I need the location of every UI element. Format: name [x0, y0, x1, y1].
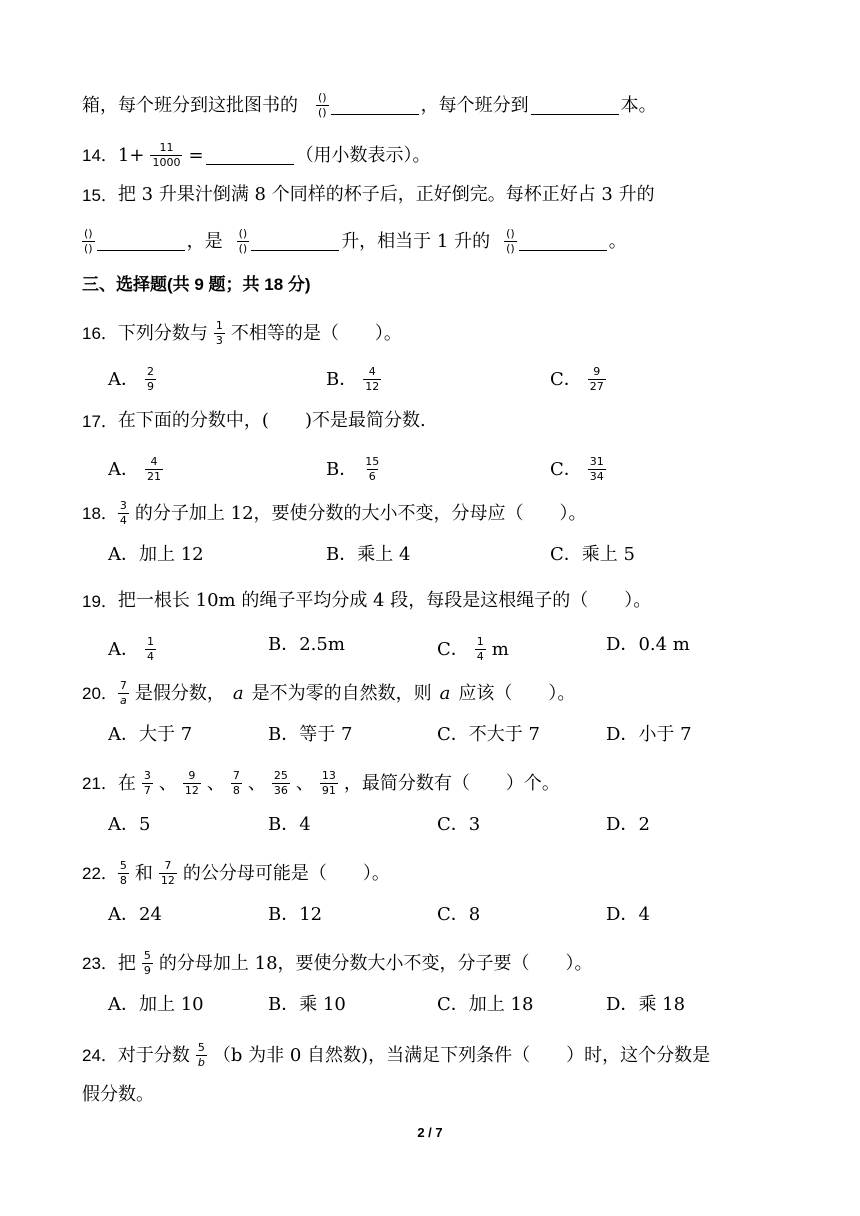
question-21: [82, 770, 560, 797]
equals-sign: =: [188, 144, 204, 166]
q24-text-1: 对于分数: [117, 1044, 190, 1066]
fraction: $\frac{13}{91}$: [321, 769, 336, 798]
question-19: [82, 592, 651, 610]
option-label: D．: [606, 904, 639, 925]
option-label: B．: [326, 458, 358, 480]
option-a[interactable]: [108, 456, 169, 483]
question-number: 18．: [82, 504, 118, 524]
option-label: B．: [326, 544, 358, 565]
option-text: 加上 12: [139, 544, 204, 565]
question-number: 24．: [82, 1046, 118, 1066]
fraction: $\frac{1}{4}$: [476, 635, 484, 664]
fraction: $\frac{1}{3}$: [215, 319, 223, 348]
q15-text-2: ，是: [186, 230, 223, 252]
option-c[interactable]: [437, 816, 480, 834]
q22-text-2: 的公分母可能是（ ）。: [182, 862, 390, 884]
fraction: $\frac{9}{27}$: [589, 365, 604, 394]
option-label: C．: [437, 638, 469, 660]
option-text: 4: [299, 814, 311, 835]
option-label: A．: [108, 458, 139, 480]
option-label: B．: [326, 368, 358, 390]
q16-text-2: 不相等的是（ ）。: [230, 322, 402, 344]
option-b[interactable]: [268, 636, 345, 654]
blank-fraction: $\frac{()}{()}$: [318, 91, 327, 120]
option-label: C．: [550, 544, 582, 565]
option-a[interactable]: [108, 546, 204, 564]
option-text: 24: [139, 904, 162, 925]
q24-text-3: 假分数。: [82, 1084, 154, 1105]
fraction: $\frac{3}{4}$: [119, 499, 127, 528]
option-text: 小于 7: [638, 724, 692, 745]
q13-text-1: 箱，每个班分到这批图书的: [82, 94, 298, 116]
q20-text-3: 应该（ ）。: [458, 682, 576, 704]
question-16: [82, 320, 402, 347]
q23-text-2: 的分母加上 18，要使分数大小不变，分子要（ ）。: [158, 952, 593, 974]
option-label: C．: [437, 904, 469, 925]
option-a[interactable]: [108, 996, 204, 1014]
option-text: 大于 7: [139, 724, 193, 745]
q24-text-2: （b 为非 0 自然数)，当满足下列条件（ ）时，这个分数是: [212, 1044, 711, 1066]
question-24: [82, 1042, 710, 1069]
variable-a: a: [439, 682, 451, 704]
fraction: $\frac{25}{36}$: [273, 769, 288, 798]
option-label: A．: [108, 544, 139, 565]
fraction: $\frac{1}{4}$: [147, 635, 154, 664]
option-c[interactable]: [550, 546, 635, 564]
fraction: $\frac{11}{1000}$: [152, 141, 181, 170]
fraction: $\frac{3}{7}$: [143, 769, 151, 798]
option-b[interactable]: [326, 366, 387, 393]
separator: 、: [247, 772, 266, 794]
fraction: $\frac{7}{8}$: [232, 769, 240, 798]
option-a[interactable]: [108, 726, 192, 744]
option-b[interactable]: [268, 816, 311, 834]
option-c[interactable]: [550, 456, 612, 483]
blank-fraction: $\frac{()}{()}$: [506, 227, 515, 256]
option-d[interactable]: [606, 816, 650, 834]
option-text: 乘 18: [638, 994, 686, 1015]
question-17: [82, 412, 426, 430]
option-label: A．: [108, 638, 139, 660]
q14-text-1: 1+: [117, 144, 145, 166]
option-text: 乘上 5: [581, 544, 635, 565]
option-label: D．: [606, 634, 639, 655]
blank-fraction: $\frac{()}{()}$: [84, 227, 93, 256]
option-label: C．: [437, 994, 469, 1015]
q20-text-2: 是不为零的自然数，则: [251, 682, 432, 704]
section-heading: 三、选择题(共 9 题；共 18 分): [82, 275, 311, 294]
fraction: $\frac{4}{12}$: [365, 365, 380, 394]
q15-text-1: 把 3 升果汁倒满 8 个同样的杯子后，正好倒完。每杯正好占 3 升的: [117, 184, 655, 205]
option-d[interactable]: [606, 996, 685, 1014]
question-number: 14．: [82, 146, 118, 166]
q22-text-1: 和: [134, 862, 153, 884]
option-text: 3: [468, 814, 481, 835]
option-c[interactable]: [437, 726, 540, 744]
option-text: 5: [139, 814, 151, 835]
q15-text-3: 升，相当于 1 升的: [341, 230, 491, 252]
option-a[interactable]: [108, 366, 162, 393]
question-number: 20．: [82, 684, 118, 704]
q21-text-1: 在: [117, 772, 136, 794]
option-d[interactable]: [606, 726, 692, 744]
option-d[interactable]: [606, 906, 650, 924]
option-label: A．: [108, 904, 139, 925]
separator: 、: [206, 772, 225, 794]
separator: 、: [158, 772, 177, 794]
blank-fraction: $\frac{()}{()}$: [238, 227, 248, 256]
question-15-line-2: [82, 228, 627, 255]
option-label: D．: [606, 814, 639, 835]
q20-text-1: 是假分数，: [134, 682, 225, 704]
question-22: [82, 860, 390, 887]
option-text: 8: [468, 904, 481, 925]
option-text: 加上 18: [468, 994, 534, 1015]
option-label: B．: [268, 994, 300, 1015]
option-label: B．: [268, 904, 300, 925]
option-label: B．: [268, 724, 300, 745]
option-label: A．: [108, 368, 139, 390]
fraction: $\frac{7}{12}$: [160, 859, 175, 888]
option-label: B．: [268, 634, 300, 655]
answer-blank[interactable]: [531, 96, 619, 115]
option-label: C．: [437, 724, 469, 745]
q23-text-1: 把: [117, 952, 136, 974]
option-text: 2: [638, 814, 650, 835]
option-b[interactable]: [326, 456, 387, 483]
option-c[interactable]: [437, 636, 509, 663]
q17-text: 在下面的分数中，( )不是最简分数.: [117, 410, 426, 431]
answer-blank[interactable]: [97, 232, 185, 251]
question-18: [82, 500, 587, 527]
option-text: 0.4 m: [638, 634, 690, 655]
option-text: 乘 10: [299, 994, 346, 1015]
q13-text-3: 本。: [620, 94, 657, 116]
option-b[interactable]: [268, 996, 346, 1014]
option-text: 2.5m: [299, 634, 345, 655]
option-b[interactable]: [268, 906, 322, 924]
fraction: $\frac{7}{a}$: [119, 679, 127, 708]
option-label: A．: [108, 814, 139, 835]
option-label: C．: [550, 368, 582, 390]
option-c[interactable]: [437, 906, 480, 924]
option-text: 加上 10: [139, 994, 204, 1015]
fraction: $\frac{4}{21}$: [147, 455, 161, 484]
fraction: $\frac{5}{9}$: [143, 949, 151, 978]
unit-label: m: [491, 638, 509, 660]
question-number: 23．: [82, 954, 118, 974]
option-a[interactable]: [108, 636, 162, 663]
option-label: C．: [550, 458, 582, 480]
question-14: [82, 142, 431, 169]
variable-a: a: [232, 682, 244, 704]
q18-text: 的分子加上 12，要使分数的大小不变，分母应（ ）。: [134, 502, 587, 524]
q13-tail-line: [82, 92, 657, 119]
q21-text-2: ，最简分数有（ ）个。: [343, 772, 560, 794]
option-c[interactable]: [550, 366, 612, 393]
question-number: 19．: [82, 591, 118, 611]
q19-text: 把一根长 10m 的绳子平均分成 4 段，每段是这根绳子的（ ）。: [117, 590, 652, 611]
option-a[interactable]: [108, 906, 162, 924]
option-label: D．: [606, 724, 639, 745]
question-number: 16．: [82, 324, 118, 344]
option-text: 乘上 4: [357, 544, 411, 565]
option-label: D．: [606, 994, 639, 1015]
option-label: B．: [268, 814, 300, 835]
question-23: [82, 950, 593, 977]
answer-blank[interactable]: [331, 96, 419, 115]
option-text: 12: [299, 904, 323, 925]
page-number: 2 / 7: [417, 1125, 443, 1140]
fraction: $\frac{5}{8}$: [119, 859, 127, 888]
option-text: 4: [638, 904, 650, 925]
question-number: 15．: [82, 185, 118, 205]
q16-text-1: 下列分数与: [117, 322, 208, 344]
fraction: $\frac{5}{b}$: [197, 1041, 205, 1070]
answer-blank[interactable]: [519, 232, 607, 251]
fraction: $\frac{31}{34}$: [589, 455, 604, 484]
answer-blank[interactable]: [206, 146, 294, 165]
option-text: 等于 7: [299, 724, 353, 745]
option-b[interactable]: [268, 726, 352, 744]
question-number: 22．: [82, 864, 118, 884]
fraction: $\frac{2}{9}$: [147, 365, 154, 394]
option-d[interactable]: [606, 636, 690, 654]
option-label: A．: [108, 724, 139, 745]
question-number: 17．: [82, 411, 118, 431]
question-24-line-2: [82, 1086, 154, 1104]
fraction: $\frac{9}{12}$: [184, 769, 199, 798]
separator: 、: [295, 772, 314, 794]
option-c[interactable]: [437, 996, 533, 1014]
option-text: 不大于 7: [468, 724, 540, 745]
q14-text-3: （用小数表示）。: [295, 144, 431, 166]
q15-text-4: 。: [608, 230, 627, 252]
option-a[interactable]: [108, 816, 150, 834]
fraction: $\frac{15}{6}$: [365, 455, 380, 484]
option-label: A．: [108, 994, 139, 1015]
answer-blank[interactable]: [251, 232, 339, 251]
question-number: 21．: [82, 774, 118, 794]
option-b[interactable]: [326, 546, 410, 564]
q13-text-2: ，每个班分到: [420, 94, 529, 116]
question-20: [82, 680, 575, 707]
option-label: C．: [437, 814, 469, 835]
question-15: [82, 186, 655, 204]
